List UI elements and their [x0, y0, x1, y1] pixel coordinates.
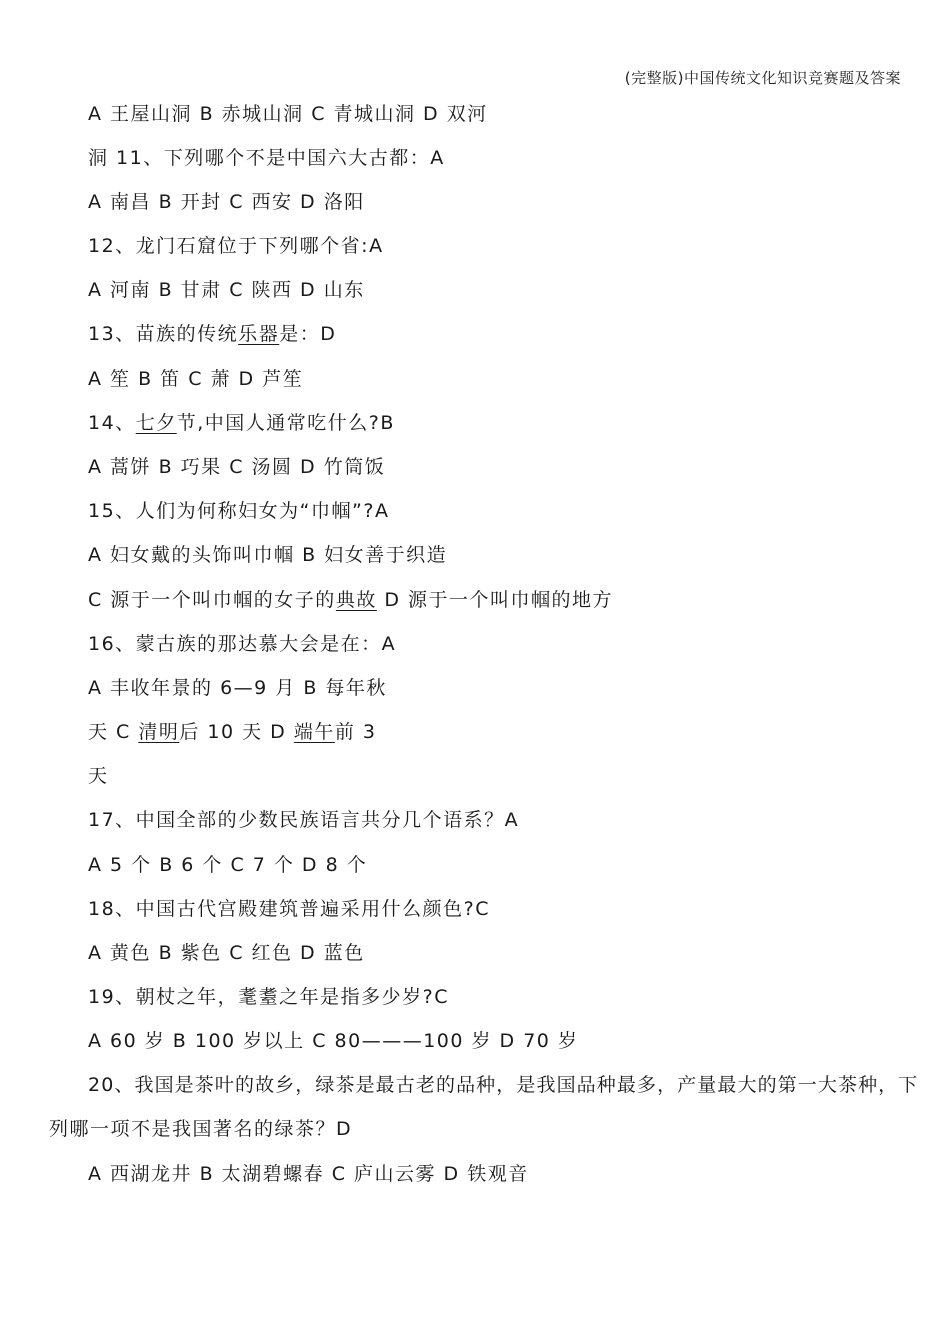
question-14 — [88, 408, 395, 438]
option-d-suffix: 前 3 — [334, 721, 377, 743]
option-c-underlined-term: 典故 — [335, 589, 377, 611]
answer-options-q19: A 60 岁 B 100 岁以上 C 80———100 岁 D 70 岁 — [88, 1030, 579, 1052]
question-13-underlined-term: 乐器 — [238, 323, 280, 345]
answer-options-q14: A 蒿饼 B 巧果 C 汤圆 D 竹筒饭 — [88, 456, 386, 478]
answer-options-q15-cd — [88, 585, 613, 615]
option-d-text: D 源于一个叫巾帼的地方 — [376, 589, 614, 611]
answer-options-q18: A 黄色 B 紫色 C 红色 D 蓝色 — [88, 942, 365, 964]
answer-options-q16-cd — [88, 717, 377, 747]
question-11: 洞 11、下列哪个不是中国六大古都：A — [88, 147, 445, 169]
answer-options-q12: A 河南 B 甘肃 C 陕西 D 山东 — [88, 279, 365, 301]
question-20-line-1: 20、我国是茶叶的故乡，绿茶是最古老的品种，是我国品种最多，产量最大的第一大茶种，下 — [88, 1074, 919, 1096]
question-20-line-2: 列哪一项不是我国著名的绿茶？D — [49, 1118, 353, 1140]
duanwu-underlined: 端午 — [293, 721, 335, 743]
answer-options-q13: A 笙 B 笛 C 萧 D 芦笙 — [88, 368, 304, 390]
question-17: 17、中国全部的少数民族语言共分几个语系？A — [88, 809, 520, 831]
answer-options-q15-ab: A 妇女戴的头饰叫巾帼 B 妇女善于织造 — [88, 544, 448, 566]
question-13 — [88, 319, 336, 349]
answer-options-q20: A 西湖龙井 B 太湖碧螺春 C 庐山云雾 D 铁观音 — [88, 1163, 529, 1185]
question-14-underlined-term: 七夕 — [135, 412, 177, 434]
question-19: 19、朝杖之年，耄耋之年是指多少岁?C — [88, 986, 450, 1008]
question-16: 16、蒙古族的那达慕大会是在：A — [88, 633, 397, 655]
question-13-text-end: 是：D — [279, 323, 337, 345]
page-header-title: (完整版)中国传统文化知识竞赛题及答案 — [624, 69, 901, 87]
question-18: 18、中国古代宫殿建筑普遍采用什么颜色?C — [88, 898, 491, 920]
answer-options-q16-ab: A 丰收年景的 6—9 月 B 每年秋 — [88, 677, 387, 699]
answer-options-q17: A 5 个 B 6 个 C 7 个 D 8 个 — [88, 854, 368, 876]
answer-options-q16-continued: 天 — [88, 765, 109, 787]
question-15: 15、人们为何称妇女为“巾帼”?A — [88, 500, 390, 522]
answer-options-q11: A 南昌 B 开封 C 西安 D 洛阳 — [88, 191, 365, 213]
question-14-text-start: 14、 — [88, 412, 136, 434]
option-c-prefix: 天 C — [88, 721, 139, 743]
answer-options-q10: A 王屋山洞 B 赤城山洞 C 青城山洞 D 双河 — [88, 103, 488, 125]
qingming-underlined: 清明 — [138, 721, 180, 743]
question-12: 12、龙门石窟位于下列哪个省:A — [88, 235, 384, 257]
question-14-text-end: 节,中国人通常吃什么?B — [176, 412, 395, 434]
question-13-text-start: 13、苗族的传统 — [88, 323, 239, 345]
option-c-text: C 源于一个叫巾帼的女子的 — [88, 589, 336, 611]
option-c-suffix: 后 10 天 D — [179, 721, 294, 743]
